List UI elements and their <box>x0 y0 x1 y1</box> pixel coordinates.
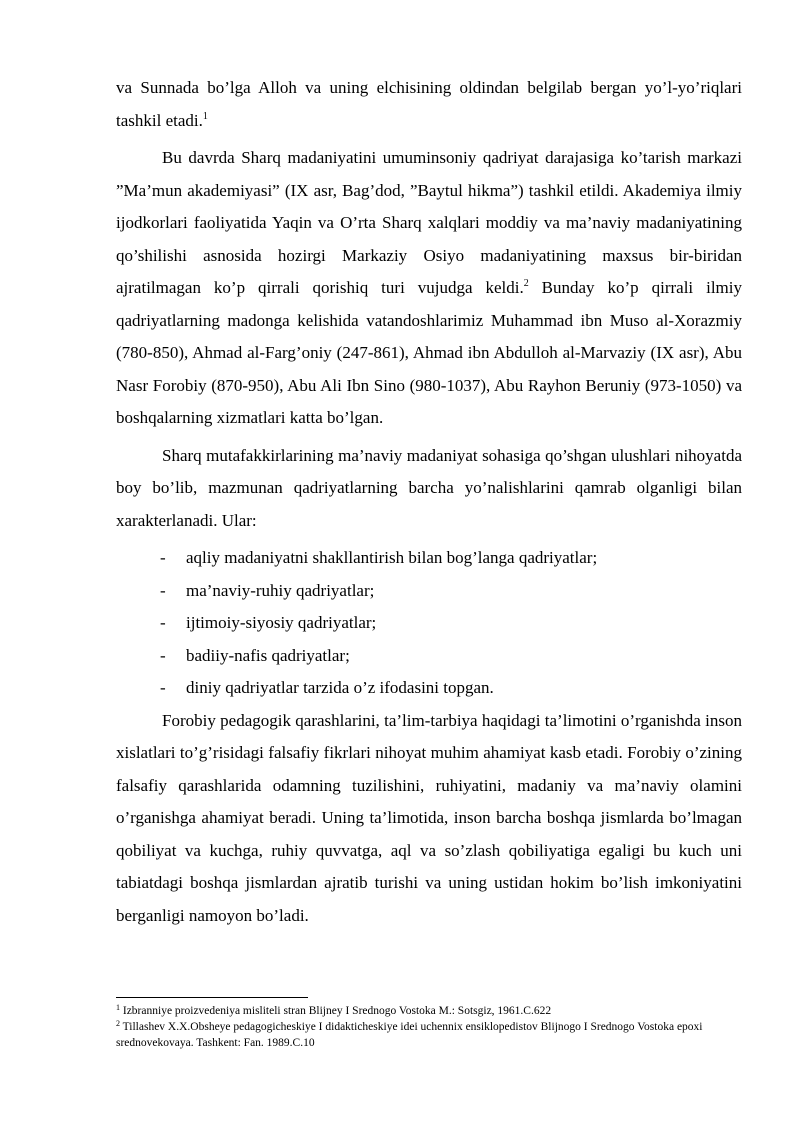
paragraph-forobiy <box>116 705 742 933</box>
list-item <box>116 672 742 705</box>
paragraph-continuation <box>116 72 742 137</box>
footnotes <box>116 997 742 1051</box>
values-list <box>116 542 742 705</box>
list-item-text: aqliy madaniyatni shakllantirish bilan bog’langa qadriyatlar; <box>186 548 598 567</box>
list-item <box>116 640 742 673</box>
list-marker: - <box>160 580 166 600</box>
footnote-ref-2[interactable]: 2 <box>523 278 529 289</box>
footnote-2 <box>116 1019 742 1051</box>
paragraph-mamun-academy <box>116 142 742 435</box>
list-item-text: diniy qadriyatlar tarzida o’z ifodasini topgan. <box>186 678 494 697</box>
footnote-divider <box>116 997 308 998</box>
footnote-text: Izbranniye proizvedeniya misliteli stran Blijney I Srednogo Vostoka M.: Sotsgiz, 1961.C.622 <box>122 1005 552 1017</box>
list-item-text: ma’naviy-ruhiy qadriyatlar; <box>186 580 375 600</box>
footnote-number: 2 <box>116 1019 120 1028</box>
paragraph-text: va Sunnada bo’lga Alloh va uning elchisining oldindan belgilab bergan yo’l-yo’riqlari tashkil etadi. <box>116 78 742 130</box>
list-marker: - <box>160 645 166 665</box>
list-marker: - <box>160 678 166 697</box>
list-item-text: ijtimoiy-siyosiy qadriyatlar; <box>186 613 377 632</box>
footnote-1 <box>116 1003 742 1019</box>
list-item-text: badiiy-nafis qadriyatlar; <box>186 645 350 665</box>
document-body <box>116 72 742 932</box>
footnote-number: 1 <box>116 1003 120 1012</box>
list-item <box>116 542 742 575</box>
list-item <box>116 575 742 608</box>
footnote-ref-1[interactable]: 1 <box>202 110 208 122</box>
paragraph-eastern-thinkers <box>116 440 742 538</box>
list-marker: - <box>160 548 166 567</box>
footnote-text: Tillashev X.X.Obsheye pedagogicheskiye I didakticheskiye idei uchennix ensiklopedistov Blijnogo I Srednogo Vostoka epoxi srednovekovaya. Tashkent: Fan. 1989.C.10 <box>116 1021 703 1049</box>
paragraph-text: Bu davrda Sharq madaniyatini umuminsoniy qadriyat darajasiga ko’tarish markazi ”Ma’mun akademiyasi” (IX asr, Bag’dod, ”Baytul hikma”) tashkil etildi. Akademiya ilmiy ijodkorlari faoliyatida Yaqin va O’rta Sharq xalqlari moddiy va ma’naviy madaniyatining qo’shilishi asnosida hozirgi Markaziy Osiyo madaniyatining maxsus bir-biridan ajratilmagan ko’p qirrali qorishiq turi vujudga keldi. <box>116 148 742 297</box>
paragraph-text: Forobiy pedagogik qarashlarini, ta’lim-tarbiya haqidagi ta’limotini o’rganishda inson xislatlari to’g’risidagi falsafiy fikrlari nihoyat muhim ahamiyat kasb etadi. Forobiy o’zining falsafiy qarashlarida odamning tuzilishini, ruhiyatini, madaniy va ma’naviy olamini o’rganishga ahamiyat beradi. Uning ta’limotida, inson barcha boshqa jismlarda bo’lmagan qobiliyat va kuchga, ruhiy quvvatga, aql va so’zlash qobiliyatiga egaligi bu kuch uni tabiatdagi boshqa jismlardan ajratib turishi va uning ustidan hokim bo’lish imkoniyatini berganligi namoyon bo’ladi. <box>116 710 742 925</box>
paragraph-text: Sharq mutafakkirlarining ma’naviy madaniyat sohasiga qo’shgan ulushlari nihoyatda boy bo’lib, mazmunan qadriyatlarning barcha yo’nalishlarini qamrab olganligi bilan xarakterlanadi. Ular: <box>116 445 742 530</box>
list-item <box>116 607 742 640</box>
list-marker: - <box>160 613 166 632</box>
paragraph-text: Bunday ko’p qirrali ilmiy qadriyatlarning madonga kelishida vatandoshlarimiz Muhammad ibn Muso al-Xorazmiy (780-850), Ahmad al-Farg’oniy (247-861), Ahmad ibn Abdulloh al-Marvaziy (IX asr), Abu Nasr Forobiy (870-950), Abu Ali Ibn Sino (980-1037), Abu Rayhon Beruniy (973-1050) va boshqalarning xizmatlari katta bo’lgan. <box>116 278 743 427</box>
